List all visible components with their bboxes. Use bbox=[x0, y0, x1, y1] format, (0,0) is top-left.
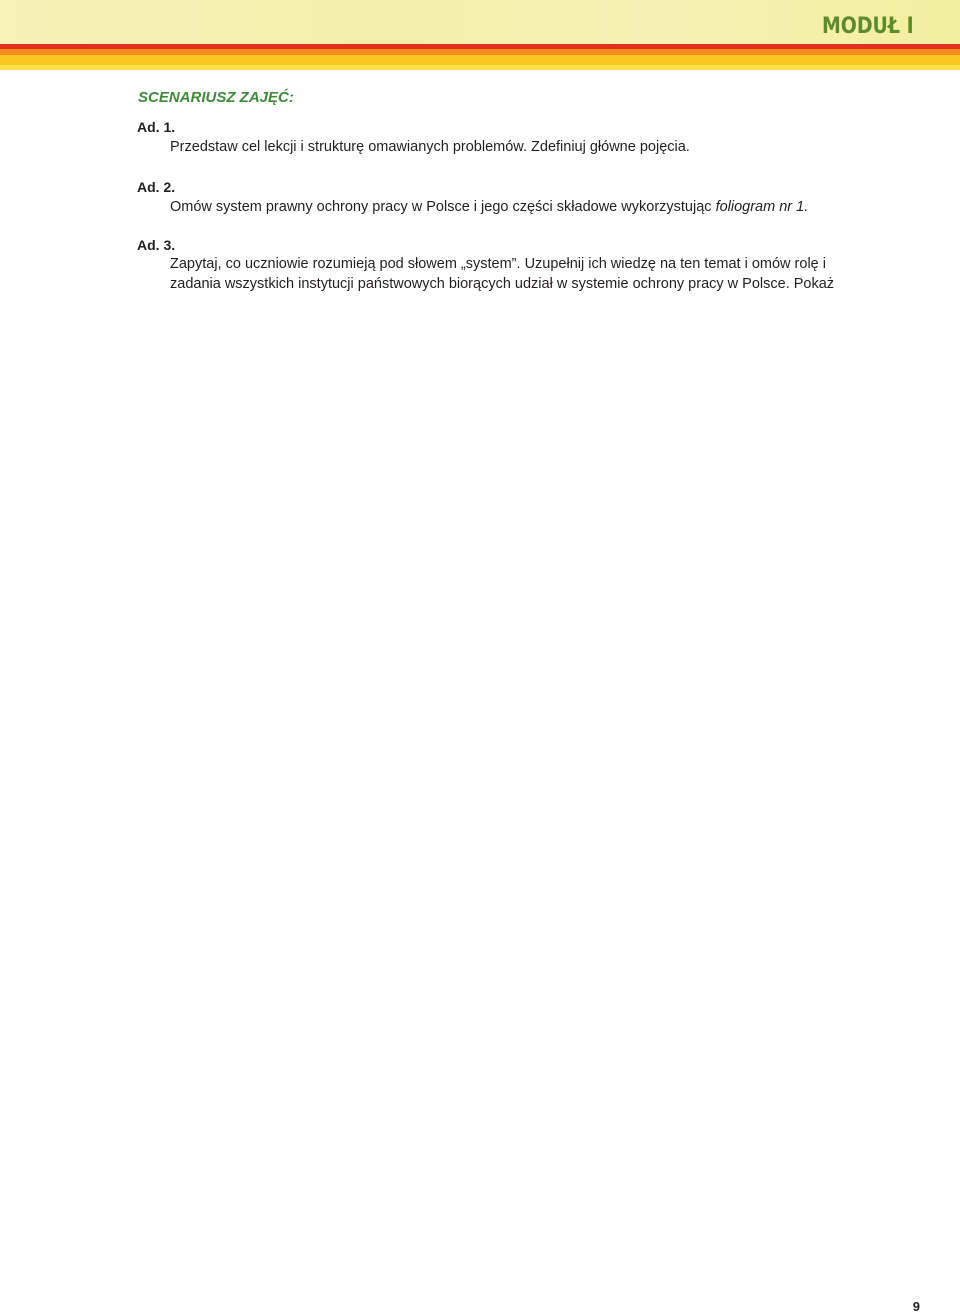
ad-1-text: Przedstaw cel lekcji i strukturę omawianych problemów. Zdefiniuj główne pojęcia. bbox=[170, 139, 690, 155]
ad-3-label: Ad. 3. bbox=[137, 237, 176, 253]
page-number: 9 bbox=[912, 1299, 920, 1314]
ad-3-text: Zapytaj, co uczniowie rozumieją pod słowem „system”. Uzupełnij ich wiedzę na ten temat i omów rolę i zadania wszystkich instytucji państwowych biorących udział w systemie ochrony pracy w Polsce. Pokaż bbox=[170, 256, 835, 292]
ad-2-label: Ad. 2. bbox=[137, 179, 176, 195]
scenario-title: SCENARIUSZ ZAJĘĆ: bbox=[138, 89, 294, 106]
ad-2-paragraph bbox=[170, 197, 870, 217]
ad-2-text: Omów system prawny ochrony pracy w Polsce i jego części składowe wykorzystując bbox=[170, 199, 716, 215]
header-band bbox=[0, 0, 960, 44]
ad-1-label: Ad. 1. bbox=[137, 119, 176, 135]
header-stripe-yellow bbox=[0, 55, 960, 65]
header-stripe-pale bbox=[0, 65, 960, 70]
ad-2-foliogram-ref: foliogram nr 1. bbox=[715, 199, 809, 215]
module-title: MODUŁ I bbox=[822, 14, 914, 39]
